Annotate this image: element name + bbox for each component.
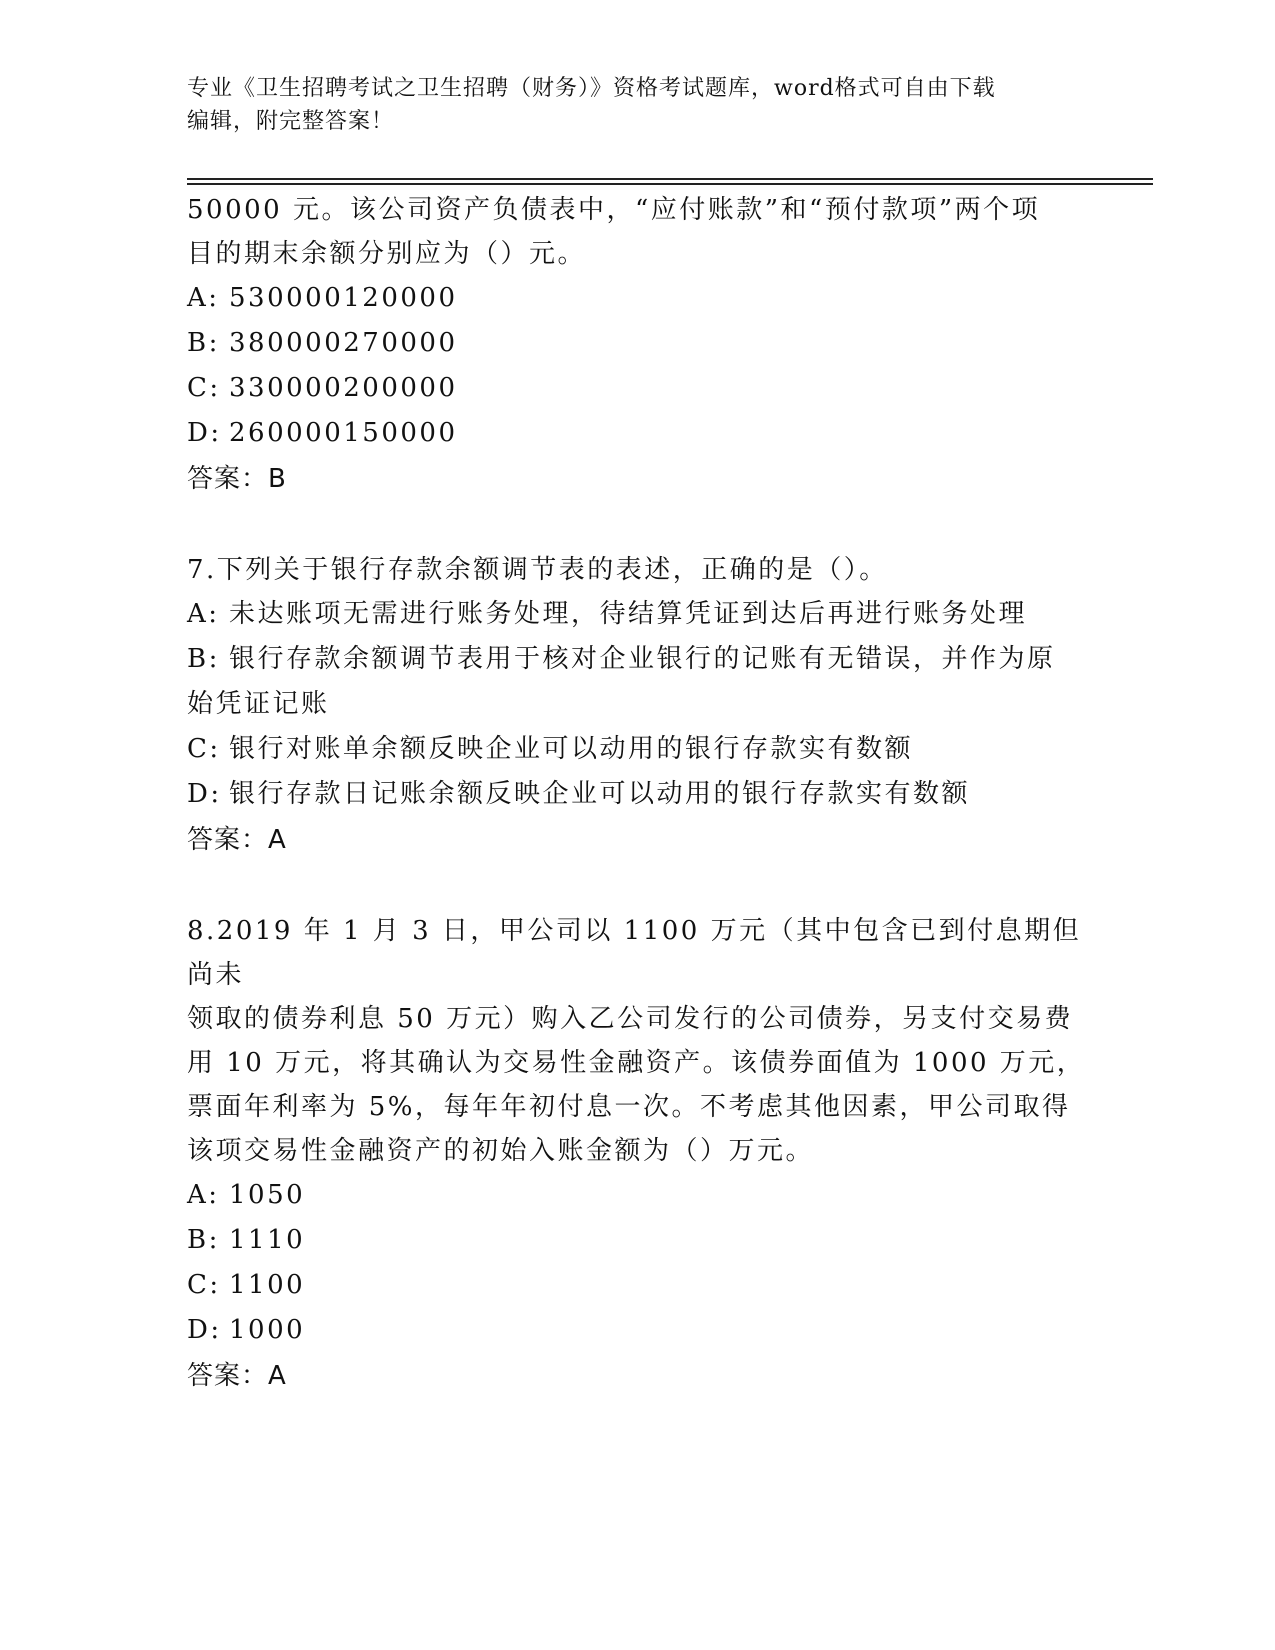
option-d <box>187 772 1087 817</box>
option-letter: C: <box>187 1270 221 1300</box>
option-letter: D: <box>187 779 222 809</box>
option-b <box>187 637 1087 682</box>
question-text-line: 领取的债券利息 50 万元）购入乙公司发行的公司债券，另支付交易费 <box>187 1004 1074 1034</box>
option-text: 530000120000 <box>229 283 458 313</box>
option-text: 银行对账单余额反映企业可以动用的银行存款实有数额 <box>229 734 914 764</box>
option-a <box>187 276 1087 321</box>
header-rule-top <box>187 178 1153 180</box>
document-body <box>187 188 1087 1399</box>
option-text: 1000 <box>229 1315 306 1345</box>
option-letter: C: <box>187 373 221 403</box>
document-header <box>187 72 1087 138</box>
option-c <box>187 727 1087 772</box>
question-text-line: 目的期末余额分别应为（）元。 <box>187 239 587 269</box>
option-letter: A: <box>187 599 220 629</box>
question-text-line: 该项交易性金融资产的初始入账金额为（）万元。 <box>187 1136 815 1166</box>
option-letter: A: <box>187 283 220 313</box>
option-c <box>187 366 1087 411</box>
option-letter: D: <box>187 1315 222 1345</box>
option-a <box>187 592 1087 637</box>
question-block <box>187 188 1087 502</box>
option-d <box>187 411 1087 456</box>
option-text: 银行存款日记账余额反映企业可以动用的银行存款实有数额 <box>229 779 971 809</box>
header-rule-bottom <box>187 183 1153 185</box>
question-text-line: 用 10 万元，将其确认为交易性金融资产。该债券面值为 1000 万元， <box>187 1048 1086 1078</box>
option-letter: B: <box>187 328 220 358</box>
option-letter: C: <box>187 734 221 764</box>
option-text: 260000150000 <box>229 418 458 448</box>
option-text: 1110 <box>229 1225 306 1255</box>
option-c <box>187 1263 1087 1308</box>
option-text: 1100 <box>229 1270 306 1300</box>
answer-line: 答案：B <box>187 464 287 494</box>
answer-line: 答案：A <box>187 1361 287 1391</box>
question-text-line: 票面年利率为 5%，每年年初付息一次。不考虑其他因素，甲公司取得 <box>187 1092 1071 1122</box>
question-text-line: 7.下列关于银行存款余额调节表的表述，正确的是（）。 <box>187 555 888 585</box>
option-d <box>187 1308 1087 1353</box>
header-line-2: 编辑，附完整答案！ <box>187 109 395 134</box>
option-text: 380000270000 <box>229 328 458 358</box>
option-letter: A: <box>187 1180 220 1210</box>
option-text: 1050 <box>229 1180 306 1210</box>
option-text: 330000200000 <box>229 373 458 403</box>
question-text-line: 50000 元。该公司资产负债表中，“应付账款”和“预付款项”两个项 <box>187 195 1041 225</box>
option-text: 未达账项无需进行账务处理，待结算凭证到达后再进行账务处理 <box>229 599 1028 629</box>
header-line-1: 专业《卫生招聘考试之卫生招聘（财务）》资格考试题库，word格式可自由下载 <box>187 76 996 101</box>
option-letter: B: <box>187 644 220 674</box>
answer-line: 答案：A <box>187 825 287 855</box>
question-block <box>187 909 1087 1399</box>
option-letter: B: <box>187 1225 220 1255</box>
option-a <box>187 1173 1087 1218</box>
option-text: 银行存款余额调节表用于核对企业银行的记账有无错误，并作为原 <box>229 644 1056 674</box>
option-b <box>187 321 1087 366</box>
option-b-continuation: 始凭证记账 <box>187 689 330 719</box>
option-letter: D: <box>187 418 222 448</box>
question-block <box>187 548 1087 863</box>
option-b <box>187 1218 1087 1263</box>
question-text-line: 8.2019 年 1 月 3 日，甲公司以 1100 万元（其中包含已到付息期但尚未 <box>187 916 1082 990</box>
